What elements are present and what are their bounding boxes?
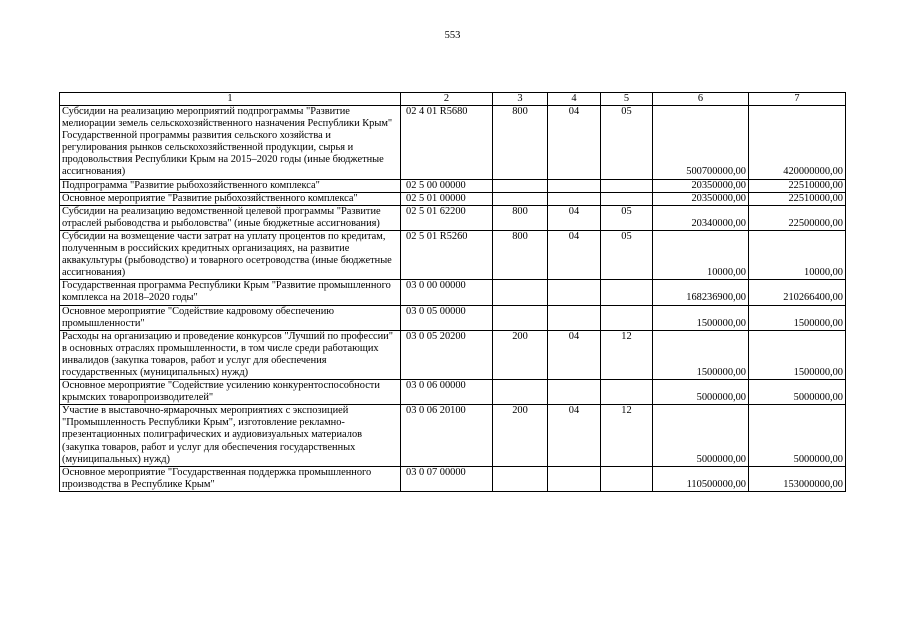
row-name-cell: Участие в выставочно-ярмарочных мероприятиях с экспозицией "Промышленность Республики Крым", изготовление рекламно-презентационных полиграфических и аудиовизуальных материалов (закупка товаров, работ и услуг для обеспечения государственных (муниципальных) нужд): [60, 405, 401, 466]
row-col5-cell: [601, 466, 653, 491]
table-row: [60, 405, 846, 466]
row-col4-cell: 04: [548, 330, 601, 379]
header-cell-7: 7: [749, 93, 846, 106]
row-col3-cell: 800: [493, 106, 548, 180]
row-amount-col6-cell: 168236900,00: [653, 280, 749, 305]
row-name-cell: Субсидии на реализацию ведомственной целевой программы "Развитие отраслей рыбоводства и рыболовства" (иные бюджетные ассигнования): [60, 205, 401, 230]
row-col3-cell: [493, 305, 548, 330]
row-col3-cell: [493, 380, 548, 405]
row-amount-col6-cell: 1500000,00: [653, 330, 749, 379]
row-amount-col6-cell: 20340000,00: [653, 205, 749, 230]
row-col5-cell: [601, 305, 653, 330]
row-code-cell: 02 5 01 R5260: [401, 230, 493, 279]
row-col3-cell: [493, 280, 548, 305]
header-row: [60, 93, 846, 106]
row-name-cell: Основное мероприятие "Содействие усилению конкурентоспособности крымских товаропроизводителей": [60, 380, 401, 405]
row-name-cell: Расходы на организацию и проведение конкурсов "Лучший по профессии" в основных отраслях промышленности, в том числе среди работающих инвалидов (закупка товаров, работ и услуг для обеспечения государственных (муниципальных) нужд): [60, 330, 401, 379]
row-amount-col7-cell: 5000000,00: [749, 405, 846, 466]
row-amount-col6-cell: 20350000,00: [653, 179, 749, 192]
row-col4-cell: [548, 192, 601, 205]
row-amount-col7-cell: 420000000,00: [749, 106, 846, 180]
row-amount-col6-cell: 500700000,00: [653, 106, 749, 180]
row-col4-cell: [548, 380, 601, 405]
row-amount-col7-cell: 5000000,00: [749, 380, 846, 405]
table-row: [60, 330, 846, 379]
table-row: [60, 179, 846, 192]
row-col5-cell: 05: [601, 106, 653, 180]
row-code-cell: 02 5 01 00000: [401, 192, 493, 205]
row-amount-col6-cell: 5000000,00: [653, 405, 749, 466]
row-name-cell: Субсидии на возмещение части затрат на уплату процентов по кредитам, полученным в российских кредитных организациях, на развитие аквакультуры (рыбоводство) и товарного осетроводства (иные бюджетные ассигнования): [60, 230, 401, 279]
row-col4-cell: 04: [548, 230, 601, 279]
header-cell-3: 3: [493, 93, 548, 106]
row-code-cell: 03 0 07 00000: [401, 466, 493, 491]
table-row: [60, 280, 846, 305]
header-cell-2: 2: [401, 93, 493, 106]
row-name-cell: Государственная программа Республики Крым "Развитие промышленного комплекса на 2018–2020 годы": [60, 280, 401, 305]
row-code-cell: 02 4 01 R5680: [401, 106, 493, 180]
row-code-cell: 02 5 01 62200: [401, 205, 493, 230]
header-cell-1: 1: [60, 93, 401, 106]
row-amount-col7-cell: 1500000,00: [749, 330, 846, 379]
row-col5-cell: 12: [601, 330, 653, 379]
row-col5-cell: 05: [601, 230, 653, 279]
row-amount-col7-cell: 10000,00: [749, 230, 846, 279]
row-amount-col7-cell: 22510000,00: [749, 192, 846, 205]
row-name-cell: Подпрограмма "Развитие рыбохозяйственного комплекса": [60, 179, 401, 192]
row-col5-cell: [601, 179, 653, 192]
row-code-cell: 03 0 06 20100: [401, 405, 493, 466]
row-code-cell: 03 0 06 00000: [401, 380, 493, 405]
header-cell-5: 5: [601, 93, 653, 106]
row-amount-col7-cell: 1500000,00: [749, 305, 846, 330]
row-col3-cell: 800: [493, 205, 548, 230]
row-code-cell: 03 0 05 20200: [401, 330, 493, 379]
row-amount-col6-cell: 20350000,00: [653, 192, 749, 205]
row-col5-cell: 05: [601, 205, 653, 230]
row-name-cell: Основное мероприятие "Государственная поддержка промышленного производства в Республике Крым": [60, 466, 401, 491]
row-amount-col6-cell: 1500000,00: [653, 305, 749, 330]
table-row: [60, 205, 846, 230]
row-col4-cell: [548, 466, 601, 491]
row-col4-cell: 04: [548, 405, 601, 466]
table-row: [60, 380, 846, 405]
row-col3-cell: [493, 192, 548, 205]
row-amount-col7-cell: 153000000,00: [749, 466, 846, 491]
row-amount-col6-cell: 10000,00: [653, 230, 749, 279]
row-code-cell: 03 0 05 00000: [401, 305, 493, 330]
row-col3-cell: 200: [493, 330, 548, 379]
row-col4-cell: [548, 305, 601, 330]
header-cell-4: 4: [548, 93, 601, 106]
table-row: [60, 192, 846, 205]
row-amount-col6-cell: 110500000,00: [653, 466, 749, 491]
row-col4-cell: 04: [548, 106, 601, 180]
row-amount-col6-cell: 5000000,00: [653, 380, 749, 405]
row-col4-cell: [548, 179, 601, 192]
budget-table: [59, 92, 846, 492]
table-row: [60, 305, 846, 330]
row-col3-cell: 800: [493, 230, 548, 279]
table-row: [60, 106, 846, 180]
row-col4-cell: [548, 280, 601, 305]
row-amount-col7-cell: 22500000,00: [749, 205, 846, 230]
row-col3-cell: [493, 179, 548, 192]
row-name-cell: Субсидии на реализацию мероприятий подпрограммы "Развитие мелиорации земель сельскохозяйственного назначения Республики Крым" Государственной программы развития сельского хозяйства и регулирования рынков сельскохозяйственной продукции, сырья и продовольствия Республики Крым на 2015–2020 годы (иные бюджетные ассигнования): [60, 106, 401, 180]
row-amount-col7-cell: 210266400,00: [749, 280, 846, 305]
row-col4-cell: 04: [548, 205, 601, 230]
row-amount-col7-cell: 22510000,00: [749, 179, 846, 192]
row-code-cell: 03 0 00 00000: [401, 280, 493, 305]
row-code-cell: 02 5 00 00000: [401, 179, 493, 192]
row-name-cell: Основное мероприятие "Содействие кадровому обеспечению промышленности": [60, 305, 401, 330]
row-col3-cell: 200: [493, 405, 548, 466]
row-col5-cell: [601, 280, 653, 305]
table-row: [60, 230, 846, 279]
row-col5-cell: 12: [601, 405, 653, 466]
row-col5-cell: [601, 192, 653, 205]
row-col3-cell: [493, 466, 548, 491]
header-cell-6: 6: [653, 93, 749, 106]
row-name-cell: Основное мероприятие "Развитие рыбохозяйственного комплекса": [60, 192, 401, 205]
page-number: 553: [444, 30, 461, 41]
row-col5-cell: [601, 380, 653, 405]
table-row: [60, 466, 846, 491]
